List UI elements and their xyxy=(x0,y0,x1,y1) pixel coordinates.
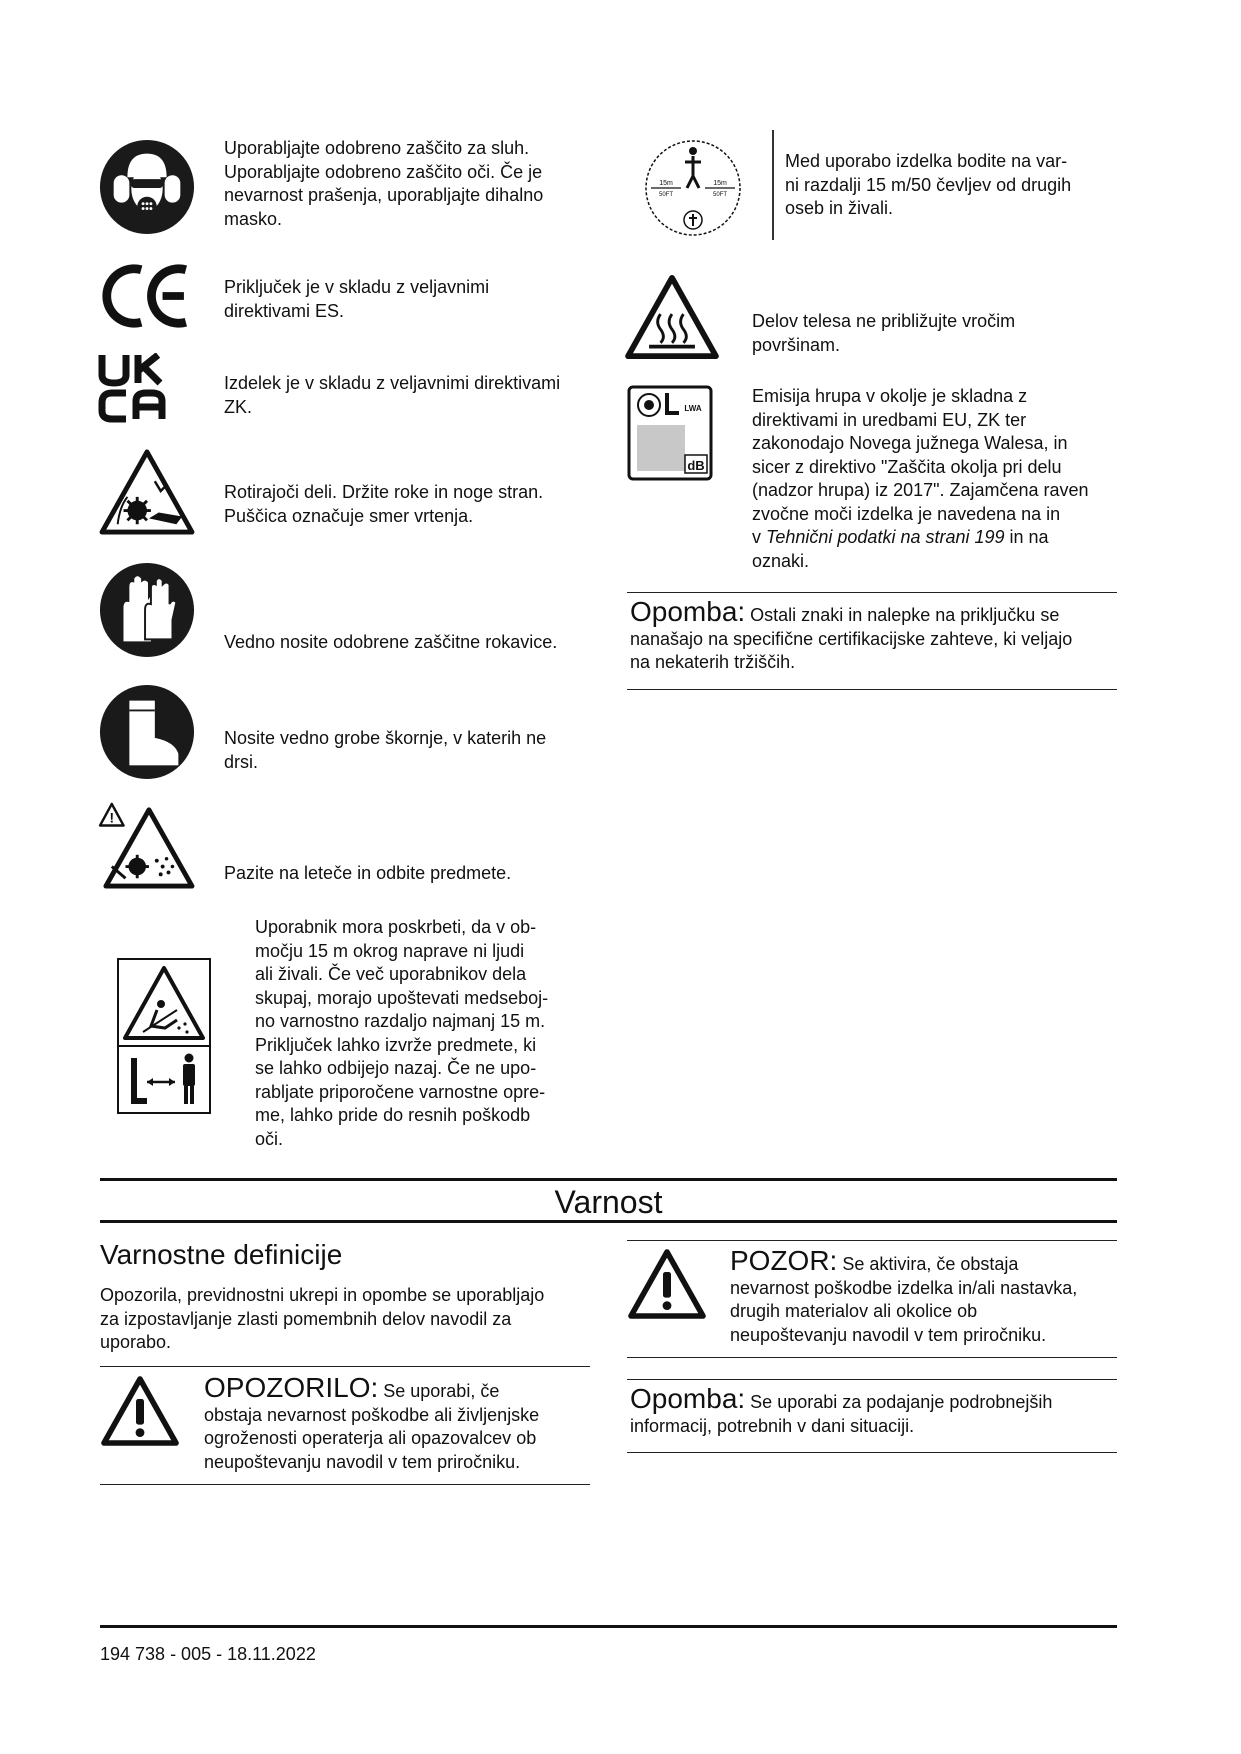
section-rule-upper xyxy=(100,1178,1117,1181)
warning-text: Se uporabi, če obstaja nevarnost poškodbe ali življenjske ogroženosti operaterja ali opazovalcev ob neupoštevanju navodil v tem priročniku. xyxy=(204,1381,540,1472)
ce-mark-text: Priključek je v skladu z veljavnimi direktivami ES. xyxy=(224,277,490,321)
caution-rule-upper xyxy=(627,1240,1117,1241)
ukca-mark-text: Izdelek je v skladu z veljavnimi direktivami ZK. xyxy=(224,373,561,417)
hot-surface-text: Delov telesa ne približujte vročim površinam. xyxy=(752,311,1016,355)
distance-right-m-label: 15m xyxy=(713,180,727,187)
flying-objects-text: Pazite na leteče in odbite predmete. xyxy=(224,863,512,883)
svg-text:!: ! xyxy=(109,810,115,826)
sound-lwa-label: LWA xyxy=(684,404,702,413)
warning-triangle-icon xyxy=(100,1375,180,1447)
ukca-mark-icon xyxy=(98,353,168,423)
warning-block xyxy=(204,1372,594,1474)
distance-left-ft-label: 50FT xyxy=(658,192,674,198)
sound-power-text-after: in na oznaki. xyxy=(752,527,1049,571)
note-top-text: Ostali znaki in nalepke na priključku se nanašajo na specifične certifikacijske zahteve, ki veljajo na nekaterih tržiščih. xyxy=(630,605,1073,672)
caution-triangle-icon xyxy=(627,1248,707,1320)
safety-distance-text: Uporabnik mora poskrbeti, da v ob- močju 15 m okrog naprave ni ljudi ali živali. Če več uporabnikov dela skupaj, morajo upoštevati medseboj- no varnostno razdaljo najmanj 15 m. Priključek lahko izvrže predmete, ki se lahko odbijejo nazaj. Če ne upo- rabljate priporočene varnostne opre- me, lahko pride do resnih poškodb oči. xyxy=(255,917,549,1149)
note-bottom xyxy=(630,1383,1120,1438)
note-bottom-rule-lower xyxy=(627,1452,1117,1453)
note-bottom-lead: Opomba: xyxy=(630,1383,746,1414)
sound-power-text-before: Emisija hrupa v okolje je skladna z direktivami in uredbami EU, ZK ter zakonodajo Novega južnega Walesa, in sicer z direktivo "Zaščita okolja pri delu (nadzor hrupa) iz 2017". Zajamčena raven zvočne moči izdelka je navedena na in v xyxy=(752,386,1089,547)
hot-surface-warning-icon xyxy=(624,274,720,360)
note-top-rule-lower xyxy=(627,689,1117,690)
section-rule-lower xyxy=(100,1220,1117,1223)
warning-rule-lower xyxy=(100,1484,590,1485)
boots-icon xyxy=(98,683,196,781)
caution-block xyxy=(730,1245,1120,1347)
distance-icon-divider xyxy=(772,130,774,240)
gloves-icon xyxy=(98,561,196,659)
caution-lead: POZOR: xyxy=(730,1245,838,1276)
footer-rule xyxy=(100,1625,1117,1628)
note-bottom-rule-upper xyxy=(627,1379,1117,1380)
distance-15m-50ft-icon xyxy=(643,138,743,238)
technical-data-link[interactable]: Tehnični podatki na strani 199 xyxy=(766,527,1005,547)
note-bottom-text: Se uporabi za podajanje podrobnejših informacij, potrebnih v dani situaciji. xyxy=(630,1392,1053,1436)
ce-mark-icon xyxy=(98,262,196,330)
gloves-text: Vedno nosite odobrene zaščitne rokavice. xyxy=(224,632,558,652)
sound-power-text xyxy=(752,385,1132,573)
warning-lead: OPOZORILO: xyxy=(204,1372,379,1403)
caution-text: Se aktivira, če obstaja nevarnost poškodbe izdelka in/ali nastavka, drugih materialov ali okolice ob neupoštevanju navodil v tem priročniku. xyxy=(730,1254,1078,1345)
note-top-rule-upper xyxy=(627,592,1117,593)
sound-power-level-icon xyxy=(627,385,713,481)
section-title: Varnost xyxy=(554,1184,663,1220)
distance-left-m-label: 15m xyxy=(659,180,673,187)
caution-rule-lower xyxy=(627,1357,1117,1358)
distance-text: Med uporabo izdelka bodite na var- ni razdalji 15 m/50 čevljev od drugih oseb in živali. xyxy=(785,151,1072,218)
intro-text: Opozorila, previdnostni ukrepi in opombe se uporabljajo za izpostavljanje zlasti pomembnih delov navodil za uporabo. xyxy=(100,1285,545,1352)
note-top xyxy=(630,596,1120,675)
footer-doc-id: 194 738 - 005 - 18.11.2022 xyxy=(100,1644,316,1664)
safety-distance-icon xyxy=(117,958,211,1114)
flying-objects-warning-icon xyxy=(98,802,196,890)
distance-right-ft-label: 50FT xyxy=(712,192,728,198)
warning-rule-upper xyxy=(100,1366,590,1367)
note-top-lead: Opomba: xyxy=(630,596,746,627)
rotating-parts-text: Rotirajoči deli. Držite roke in noge stran. Puščica označuje smer vrtenja. xyxy=(224,482,544,526)
sound-db-label: dB xyxy=(687,458,705,473)
hearing-eye-mask-protection-icon xyxy=(98,138,196,236)
boots-text: Nosite vedno grobe škornje, v katerih ne drsi. xyxy=(224,728,547,772)
hearing-protection-text: Uporabljajte odobreno zaščito za sluh. Uporabljajte odobreno zaščito oči. Če je nevarnost prašenja, uporabljajte dihalno masko. xyxy=(224,138,544,229)
rotating-parts-warning-icon xyxy=(98,448,196,536)
subsection-title: Varnostne definicije xyxy=(100,1239,343,1270)
